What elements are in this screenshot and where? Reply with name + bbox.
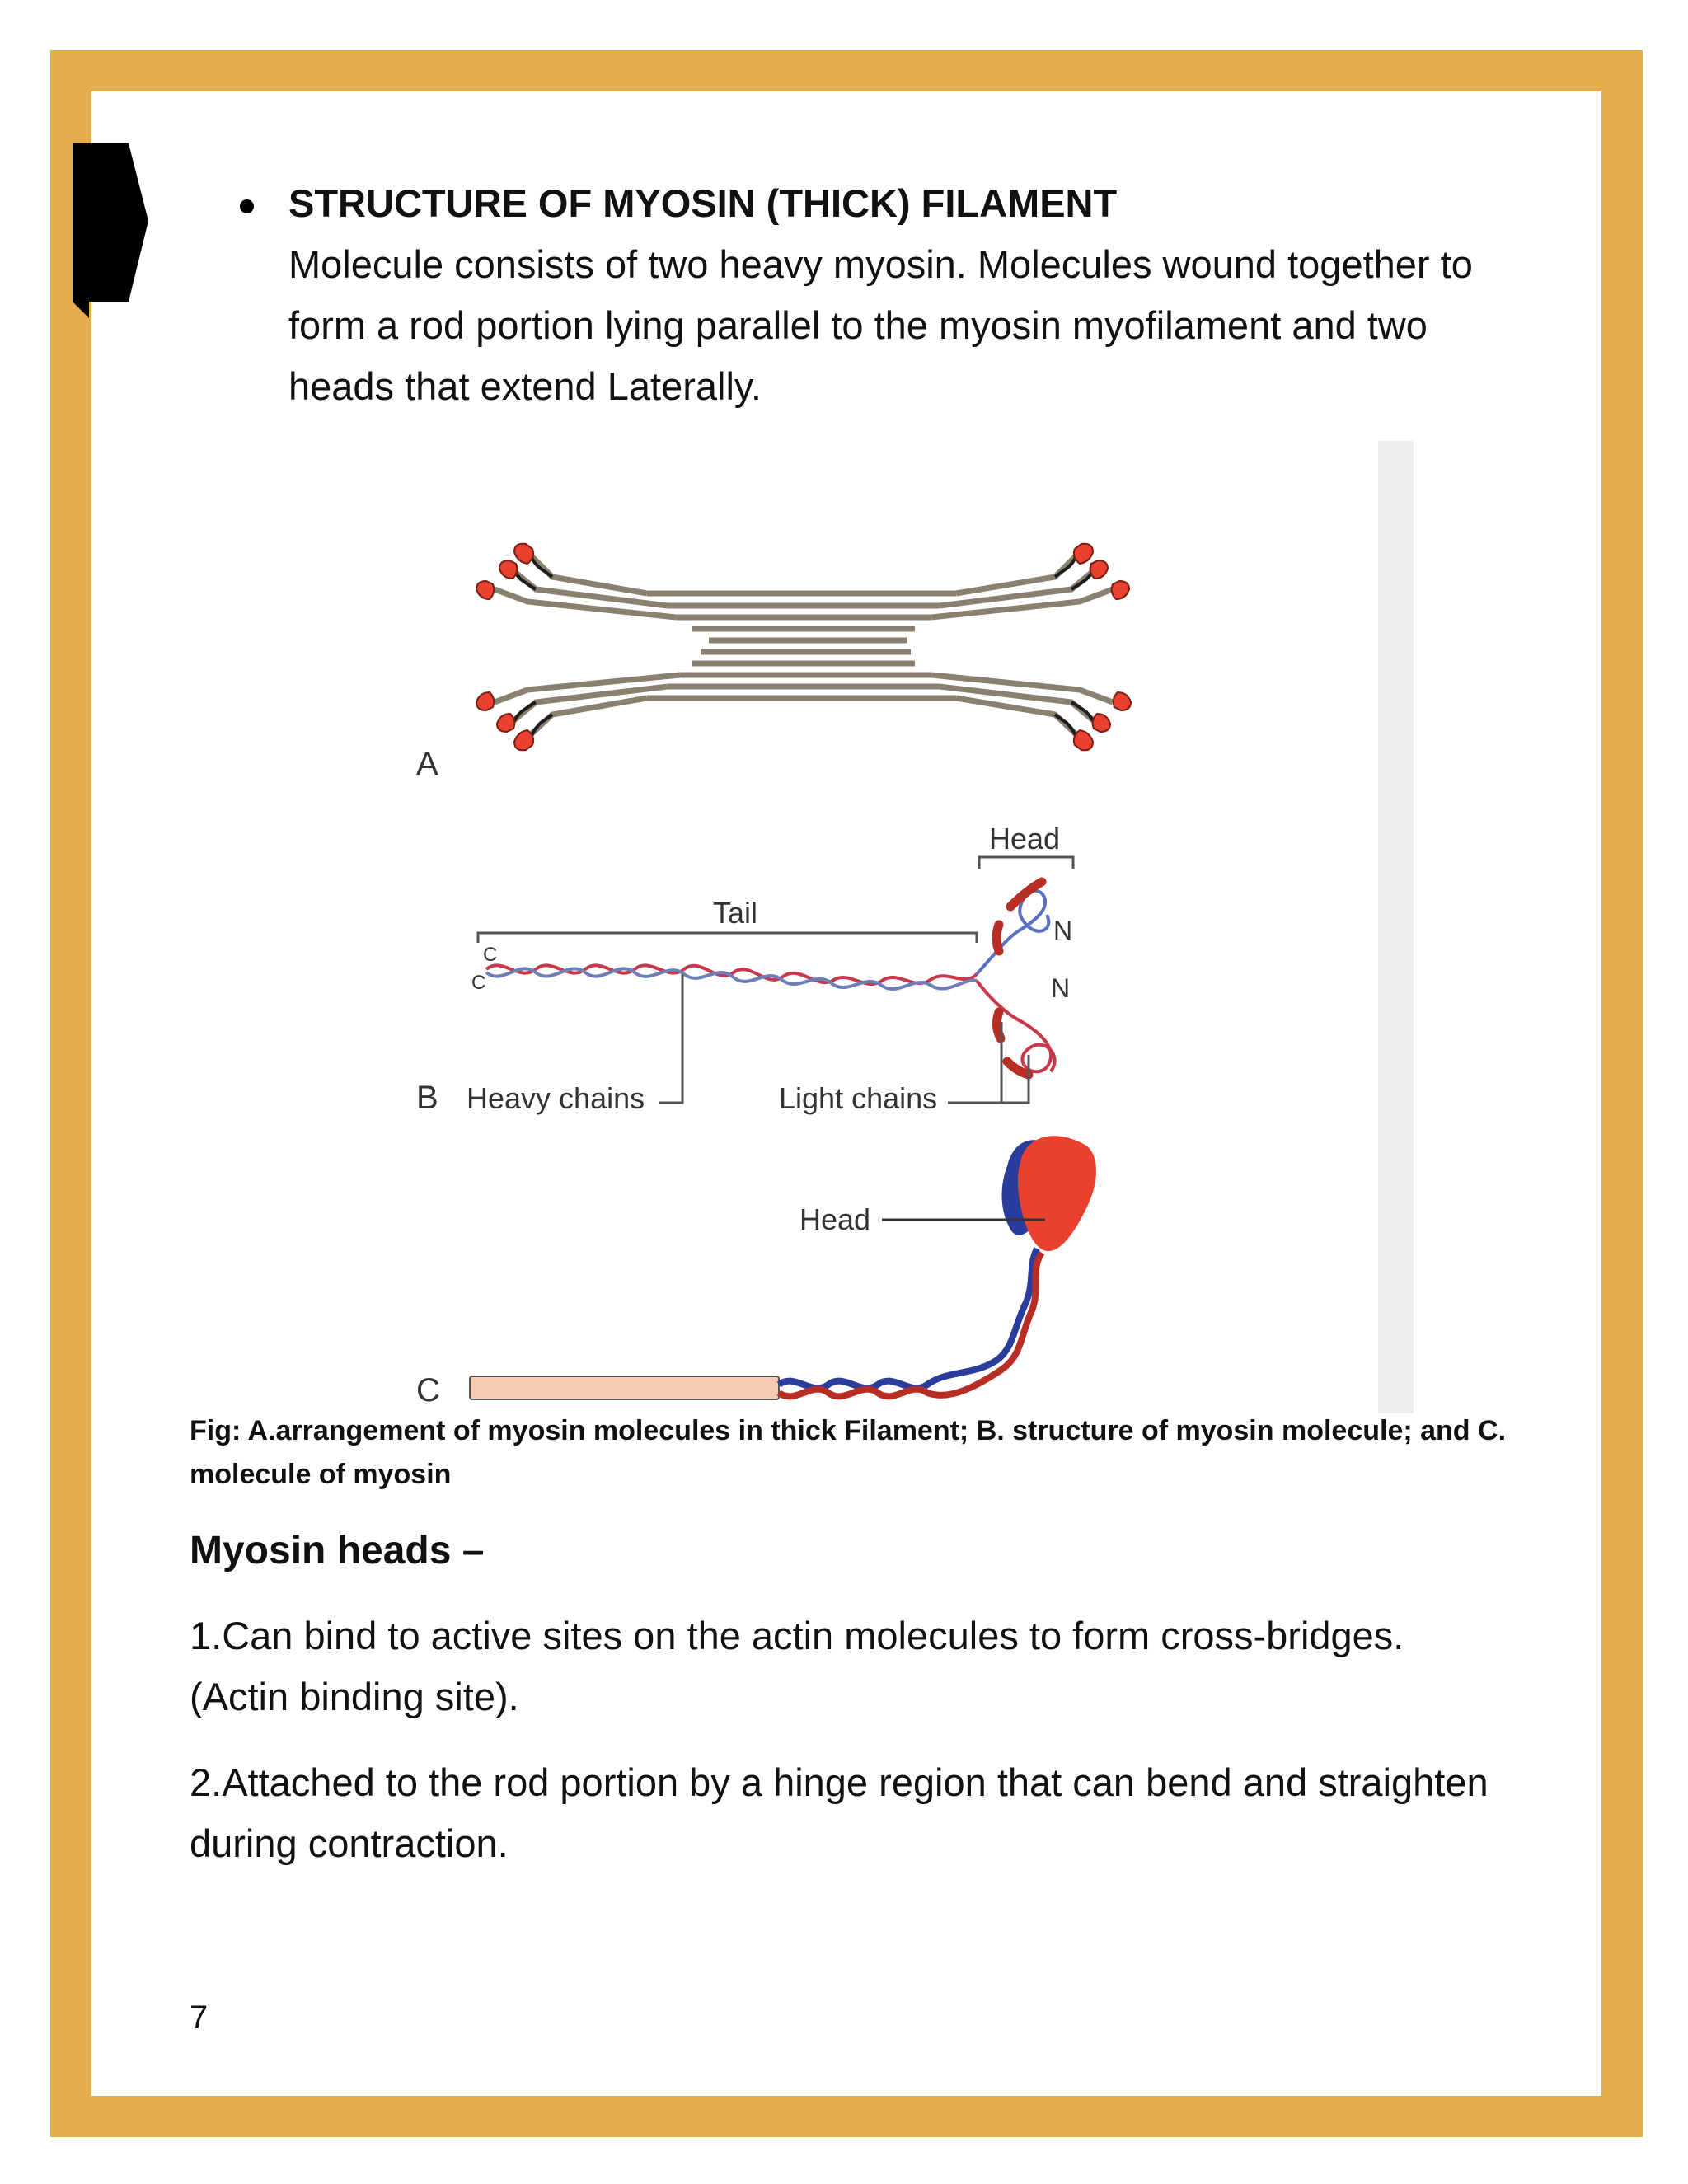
head-label-b: Head [989, 822, 1061, 855]
section-heading: STRUCTURE OF MYOSIN (THICK) FILAMENT [288, 181, 1118, 225]
panel-a-diagram [416, 544, 1131, 782]
bookmark-tab-icon [73, 143, 148, 318]
c-terminal-label-1: C [471, 972, 486, 994]
panel-b-diagram [416, 822, 1073, 1116]
c-terminal-label-2: C [483, 944, 498, 966]
n-terminal-label-1: N [1053, 916, 1073, 945]
n-terminal-label-2: N [1051, 973, 1071, 1003]
panel-c-diagram [416, 1136, 1096, 1408]
panel-c-label: C [416, 1372, 440, 1408]
myosin-heads-item-1: 1.Can bind to active sites on the actin molecules to form cross-bridges. (Actin binding site). [190, 1614, 1404, 1718]
tail-label: Tail [713, 896, 758, 930]
myosin-figure [363, 445, 1418, 1409]
panel-a-label: A [416, 746, 438, 782]
heavy-chains-label: Heavy chains [467, 1081, 645, 1115]
myosin-heads-title: Myosin heads – [190, 1529, 485, 1572]
figure-caption: Fig: A.arrangement of myosin molecules in thick Filament; B. structure of myosin molecule; and C. molecule of myosin [190, 1415, 1507, 1490]
bullet-icon [240, 199, 254, 213]
myosin-heads-item-2: 2.Attached to the rod portion by a hinge region that can bend and straighten during contraction. [190, 1760, 1489, 1865]
section-paragraph: Molecule consists of two heavy myosin. Molecules wound together to form a rod portion lying parallel to the myosin myofilament and two heads that extend Laterally. [288, 242, 1473, 408]
light-chains-label: Light chains [779, 1081, 938, 1115]
page-number: 7 [190, 1999, 209, 2036]
panel-b-label: B [416, 1080, 438, 1116]
head-label-c: Head [799, 1202, 871, 1236]
